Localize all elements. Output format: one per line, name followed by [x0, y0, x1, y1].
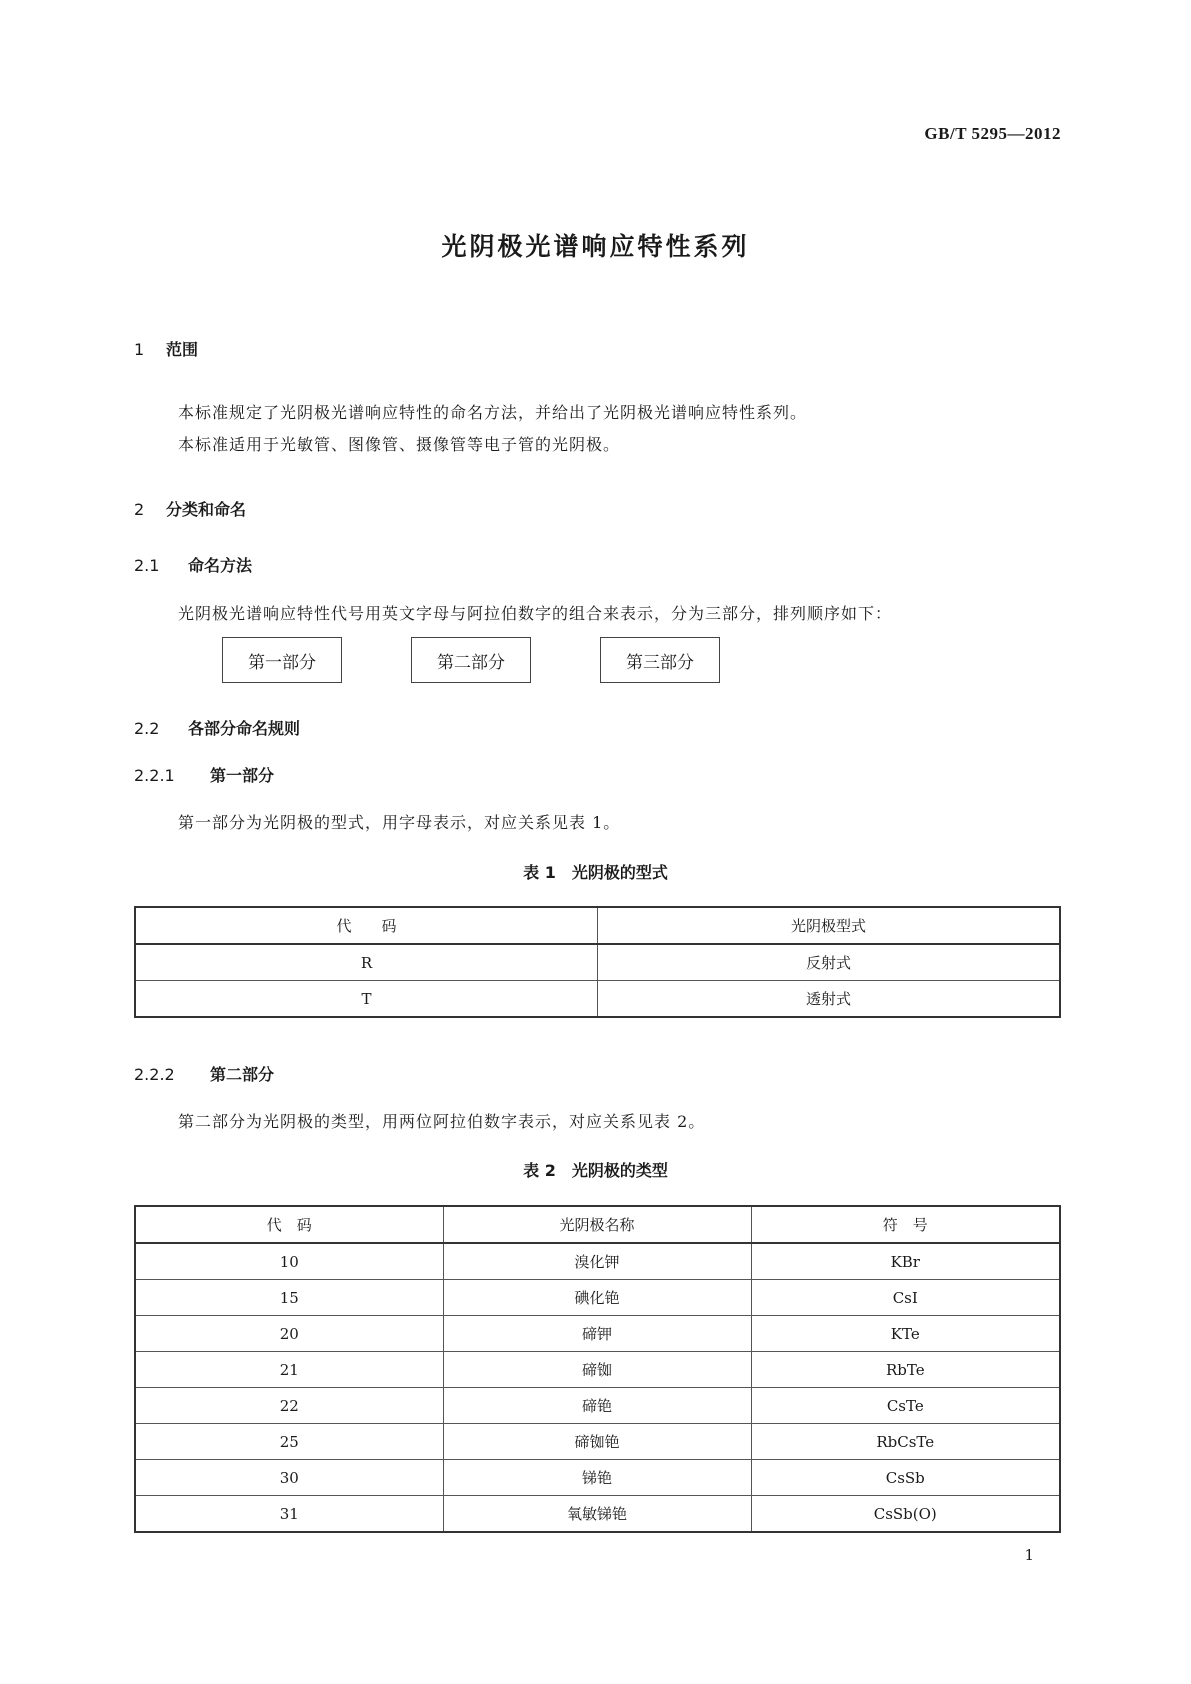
- column-header: 符 号: [751, 1206, 1060, 1243]
- paragraph: 本标准规定了光阴极光谱响应特性的命名方法，并给出了光阴极光谱响应特性系列。: [178, 403, 808, 422]
- table-cell: 10: [135, 1243, 443, 1280]
- section-number: 2.2: [134, 719, 160, 738]
- table-cell: KTe: [751, 1316, 1060, 1352]
- table-row: [135, 1424, 1060, 1460]
- table-cell: 反射式: [598, 944, 1061, 981]
- section-title: 命名方法: [188, 556, 253, 575]
- column-header: 光阴极型式: [598, 907, 1061, 944]
- part-box-2: [411, 637, 531, 683]
- table-cell: RbTe: [751, 1352, 1060, 1388]
- table-2: [134, 1205, 1061, 1533]
- section-title: 分类和命名: [166, 500, 247, 519]
- table-header-row: [135, 907, 1060, 944]
- section-title: 范围: [166, 340, 199, 359]
- table-cell: 碲钾: [443, 1316, 751, 1352]
- paragraph: 第二部分为光阴极的类型，用两位阿拉伯数字表示，对应关系见表 2。: [178, 1112, 706, 1131]
- table-row: [135, 1388, 1060, 1424]
- table-cell: CsSb(O): [751, 1496, 1060, 1533]
- table-cell: CsTe: [751, 1388, 1060, 1424]
- table-1-caption: 表 1 光阴极的型式: [523, 863, 668, 882]
- column-header: 代 码: [135, 1206, 443, 1243]
- section-title: 第二部分: [210, 1065, 275, 1084]
- table-cell: 溴化钾: [443, 1243, 751, 1280]
- table-1: [134, 906, 1061, 1018]
- section-number: 2.2.1: [134, 766, 175, 785]
- table-row: [135, 1316, 1060, 1352]
- section-title: 各部分命名规则: [188, 719, 301, 738]
- section-2-1-heading: [134, 553, 252, 576]
- table-cell: 碘化铯: [443, 1280, 751, 1316]
- part-label: 第二部分: [437, 652, 505, 673]
- table-2-caption: 表 2 光阴极的类型: [523, 1161, 668, 1180]
- section-number: 2.2.2: [134, 1065, 175, 1084]
- table-header-row: [135, 1206, 1060, 1243]
- paragraph: 光阴极光谱响应特性代号用英文字母与阿拉伯数字的组合来表示，分为三部分，排列顺序如下：: [178, 604, 893, 623]
- section-2-2-1-heading: [134, 763, 274, 786]
- table-cell: CsI: [751, 1280, 1060, 1316]
- section-number: 2.1: [134, 556, 160, 575]
- column-header: 光阴极名称: [443, 1206, 751, 1243]
- table-cell: 透射式: [598, 981, 1061, 1018]
- table-cell: KBr: [751, 1243, 1060, 1280]
- table-cell: 22: [135, 1388, 443, 1424]
- table-cell: T: [135, 981, 598, 1018]
- table-row: [135, 944, 1060, 981]
- part-label: 第一部分: [248, 652, 316, 673]
- section-number: 2: [134, 500, 145, 519]
- table-cell: 15: [135, 1280, 443, 1316]
- paragraph: 本标准适用于光敏管、图像管、摄像管等电子管的光阴极。: [178, 435, 621, 454]
- part-box-3: [600, 637, 720, 683]
- table-row: [135, 1280, 1060, 1316]
- table-cell: 氧敏锑铯: [443, 1496, 751, 1533]
- table-cell: RbCsTe: [751, 1424, 1060, 1460]
- part-box-1: [222, 637, 342, 683]
- table-row: [135, 1496, 1060, 1533]
- table-cell: 锑铯: [443, 1460, 751, 1496]
- section-2-2-heading: [134, 716, 300, 739]
- section-title: 第一部分: [210, 766, 275, 785]
- section-1-heading: [134, 337, 198, 360]
- page-number: 1: [1024, 1546, 1034, 1564]
- standard-code: GB/T 5295—2012: [924, 124, 1061, 143]
- paragraph: 第一部分为光阴极的型式，用字母表示，对应关系见表 1。: [178, 813, 621, 832]
- column-header: 代 码: [135, 907, 598, 944]
- section-number: 1: [134, 340, 145, 359]
- table-cell: 25: [135, 1424, 443, 1460]
- table-cell: 20: [135, 1316, 443, 1352]
- table-cell: 碲铷: [443, 1352, 751, 1388]
- table-row: [135, 1352, 1060, 1388]
- table-cell: CsSb: [751, 1460, 1060, 1496]
- table-cell: R: [135, 944, 598, 981]
- table-cell: 21: [135, 1352, 443, 1388]
- table-cell: 碲铷铯: [443, 1424, 751, 1460]
- table-cell: 30: [135, 1460, 443, 1496]
- table-row: [135, 1460, 1060, 1496]
- document-title: 光阴极光谱响应特性系列: [441, 232, 750, 261]
- table-cell: 碲铯: [443, 1388, 751, 1424]
- part-label: 第三部分: [626, 652, 694, 673]
- table-row: [135, 981, 1060, 1018]
- section-2-2-2-heading: [134, 1062, 274, 1085]
- section-2-heading: [134, 497, 246, 520]
- table-row: [135, 1243, 1060, 1280]
- table-cell: 31: [135, 1496, 443, 1533]
